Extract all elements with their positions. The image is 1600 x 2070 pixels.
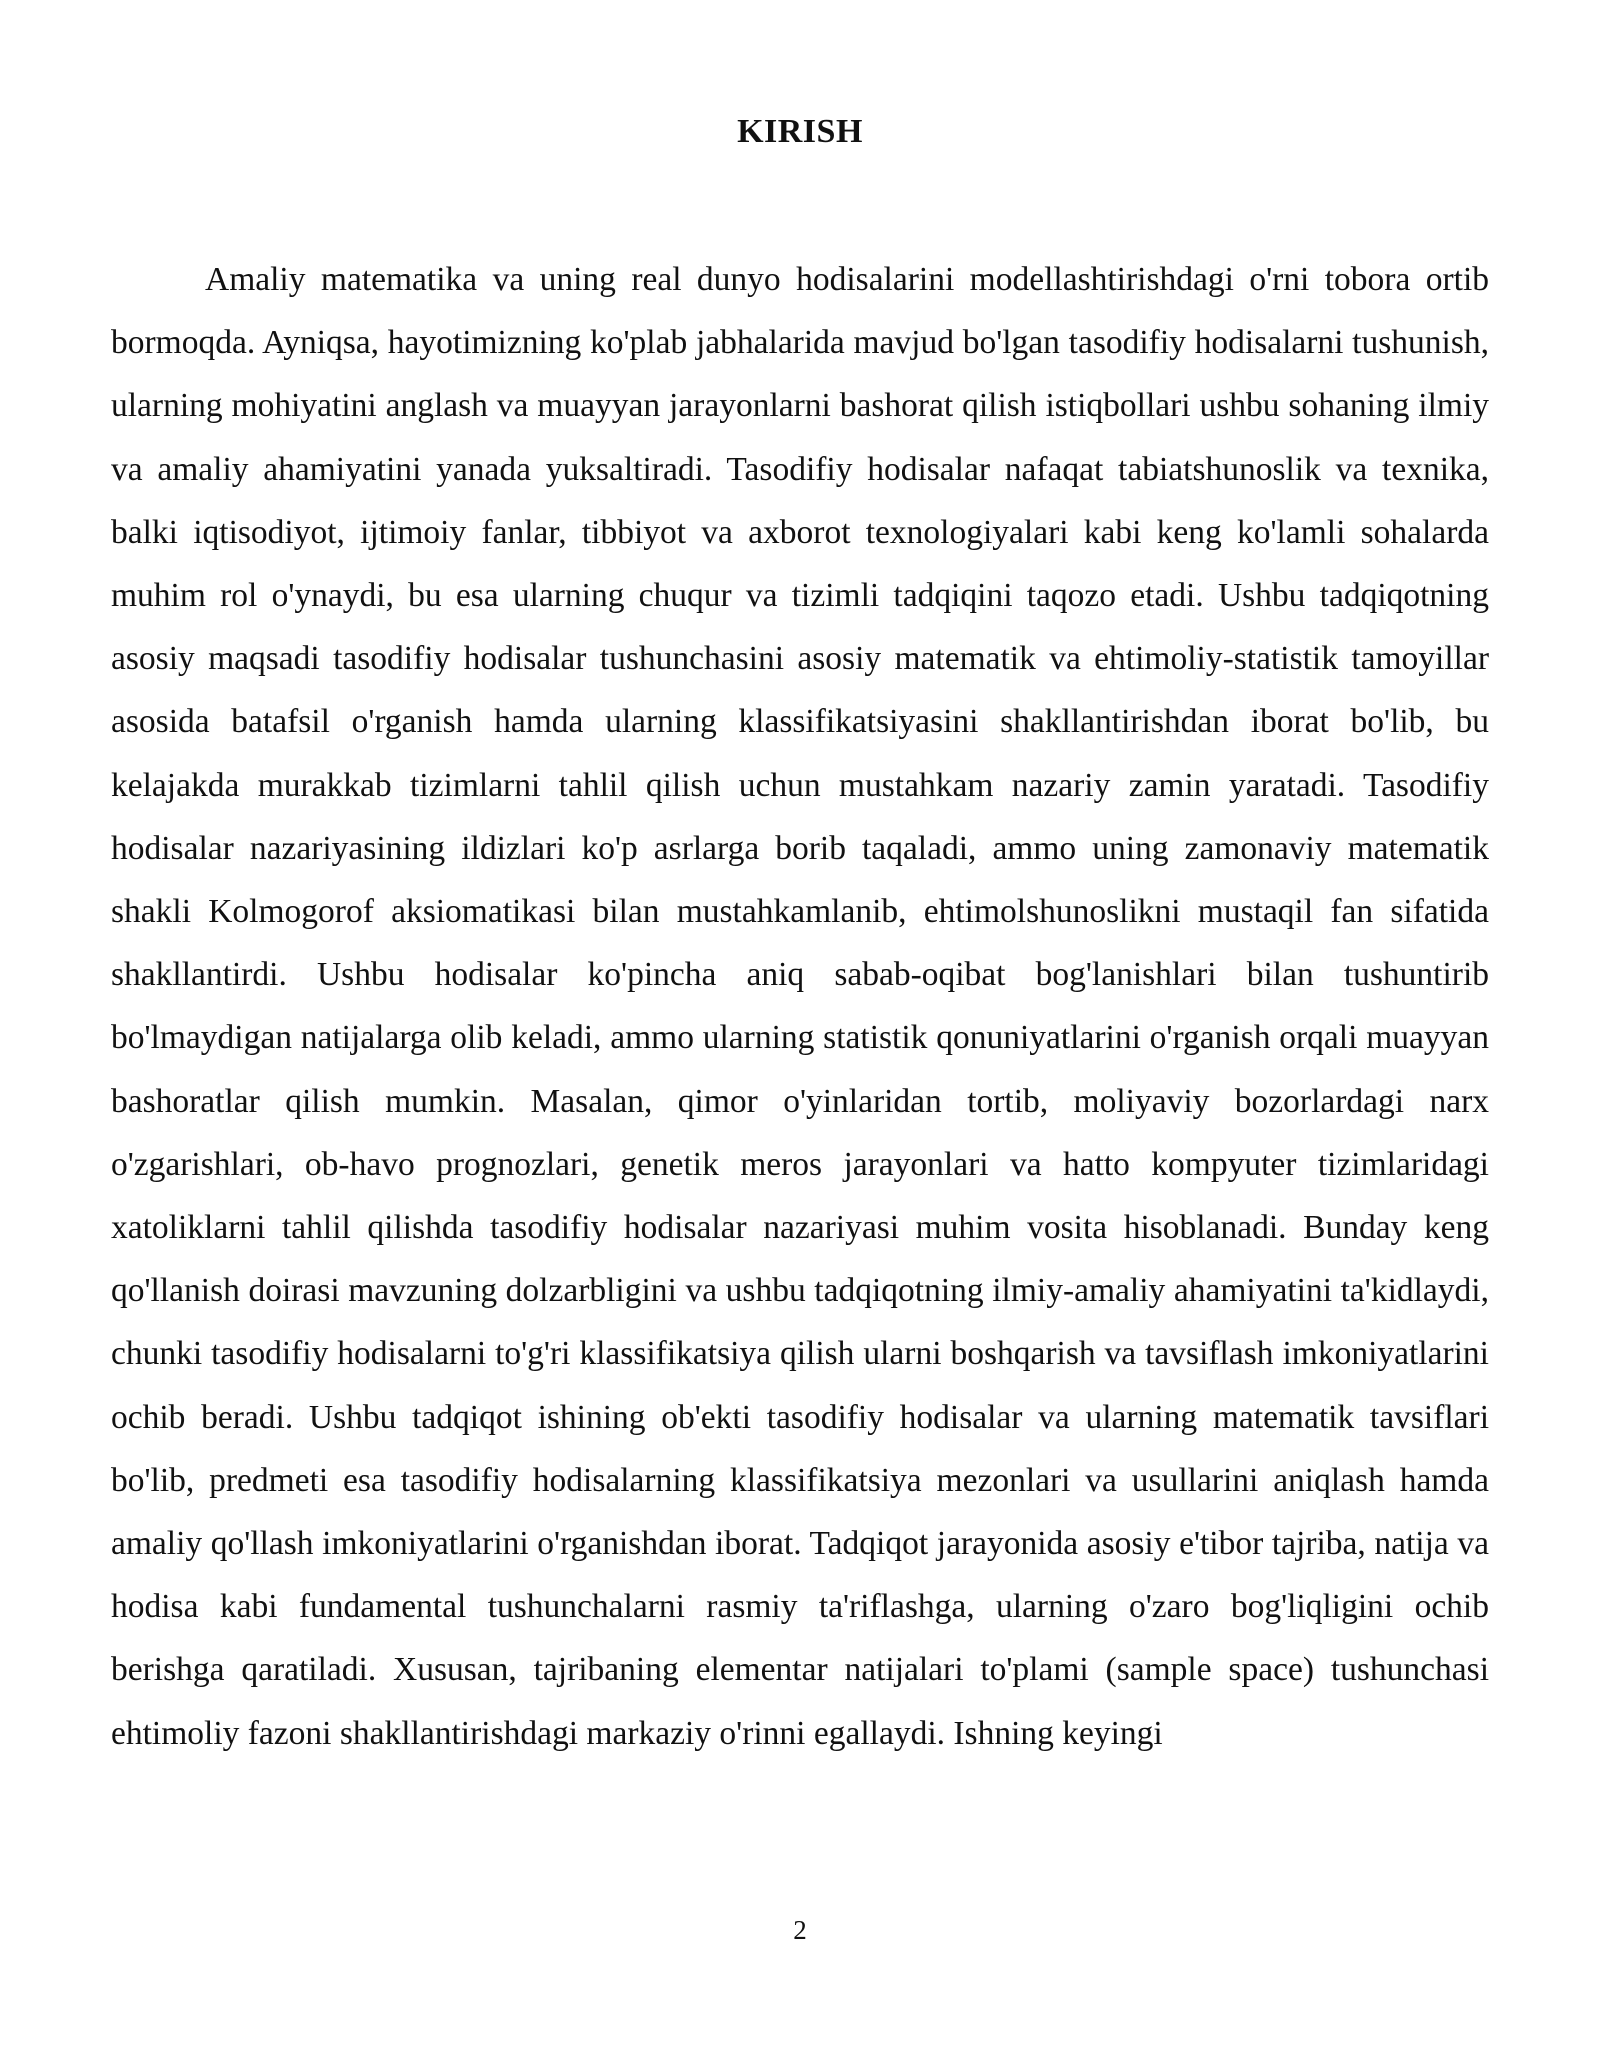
page-number: 2 bbox=[793, 1915, 807, 1945]
section-heading: KIRISH bbox=[737, 113, 863, 150]
body-paragraph: Amaliy matematika va uning real dunyo hodisalarini modellashtirishdagi o'rni tobora ortib bormoqda. Ayniqsa, hayotimizning ko'plab jabhalarida mavjud bo'lgan tasodifiy hodisalarni tushunish, ularning mohiyatini anglash va muayyan jarayonlarni bashorat qilish istiqbollari ushbu sohaning ilmiy va amaliy ahamiyatini yanada yuksaltiradi. Tasodifiy hodisalar nafaqat tabiatshunoslik va texnika, balki iqtisodiyot, ijtimoiy fanlar, tibbiyot va axborot texnologiyalari kabi keng ko'lamli sohalarda muhim rol o'ynaydi, bu esa ularning chuqur va tizimli tadqiqini taqozo etadi. Ushbu tadqiqotning asosiy maqsadi tasodifiy hodisalar tushunchasini asosiy matematik va ehtimoliy-statistik tamoyillar asosida batafsil o'rganish hamda ularning klassifikatsiyasini shakllantirishdan iborat bo'lib, bu kelajakda murakkab tizimlarni tahlil qilish uchun mustahkam nazariy zamin yaratadi. Tasodifiy hodisalar nazariyasining ildizlari ko'p asrlarga borib taqaladi, ammo uning zamonaviy matematik shakli Kolmogorof aksiomatikasi bilan mustahkamlanib, ehtimolshunoslikni mustaqil fan sifatida shakllantirdi. Ushbu hodisalar ko'pincha aniq sabab-oqibat bog'lanishlari bilan tushuntirib bo'lmaydigan natijalarga olib keladi, ammo ularning statistik qonuniyatlarini o'rganish orqali muayyan bashoratlar qilish mumkin. Masalan, qimor o'yinlaridan tortib, moliyaviy bozorlardagi narx o'zgarishlari, ob-havo prognozlari, genetik meros jarayonlari va hatto kompyuter tizimlaridagi xatoliklarni tahlil qilishda tasodifiy hodisalar nazariyasi muhim vosita hisoblanadi. Bunday keng qo'llanish doirasi mavzuning dolzarbligini va ushbu tadqiqotning ilmiy-amaliy ahamiyatini ta'kidlaydi, chunki tasodifiy hodisalarni to'g'ri klassifikatsiya qilish ularni boshqarish va tavsiflash imkoniyatlarini ochib beradi. Ushbu tadqiqot ishining ob'ekti tasodifiy hodisalar va ularning matematik tavsiflari bo'lib, predmeti esa tasodifiy hodisalarning klassifikatsiya mezonlari va usullarini aniqlash hamda amaliy qo'llash imkoniyatlarini o'rganishdan iborat. Tadqiqot jarayonida asosiy e'tibor tajriba, natija va hodisa kabi fundamental tushunchalarni rasmiy ta'riflashga, ularning o'zaro bog'liqligini ochib berishga qaratiladi. Xususan, tajribaning elementar natijalari to'plami (sample space) tushunchasi ehtimoliy fazoni shakllantirishdagi markaziy o'rinni egallaydi. Ishning keyingi bbox=[111, 261, 1489, 1752]
